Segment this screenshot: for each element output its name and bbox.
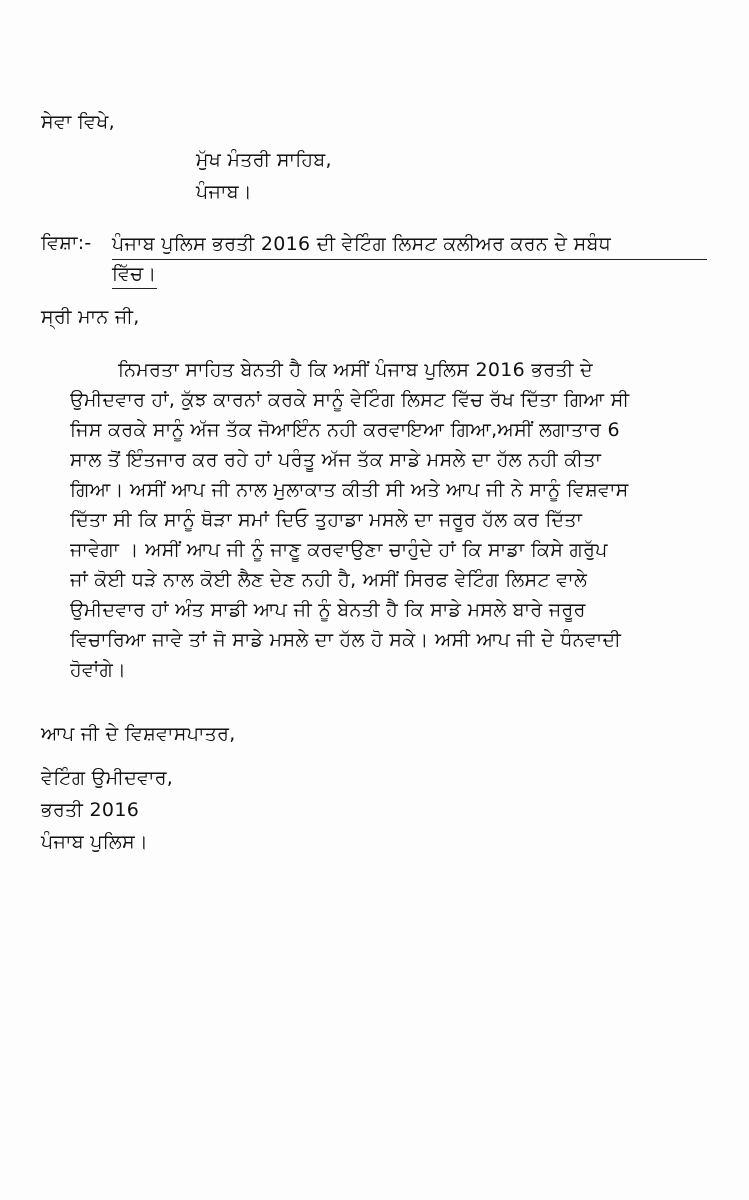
- recipient-line-2: ਪੰਜਾਬ।: [196, 181, 252, 203]
- signature-line-2: ਭਰਤੀ 2016: [41, 799, 140, 821]
- signature-line-3: ਪੰਜਾਬ ਪੁਲਿਸ।: [41, 831, 149, 853]
- greeting: ਸ੍ਰੀ ਮਾਨ ਜੀ,: [41, 306, 140, 328]
- body-line: ਹੋਵਾਂਗੇ।: [70, 659, 127, 681]
- subject-line-2: ਵਿੱਚ।: [112, 260, 157, 289]
- body-line: ਜਾਂ ਕੋਈ ਧੜੇ ਨਾਲ ਕੋਈ ਲੈਣ ਦੇਣ ਨਹੀ ਹੈ, ਅਸੀਂ ਸਿਰਫ ਵੇਟਿੰਗ ਲਿਸਟ ਵਾਲੇ: [70, 569, 588, 591]
- signature-line-1: ਵੇਟਿੰਗ ਉਮੀਦਵਾਰ,: [41, 767, 174, 789]
- body-line: ਉਮੀਦਵਾਰ ਹਾਂ, ਕੁੱਝ ਕਾਰਨਾਂ ਕਰਕੇ ਸਾਨੂੰ ਵੇਟਿੰਗ ਲਿਸਟ ਵਿੱਚ ਰੱਖ ਦਿੱਤਾ ਗਿਆ ਸੀ: [70, 389, 630, 411]
- closing: ਆਪ ਜੀ ਦੇ ਵਿਸ਼ਵਾਸਪਾਤਰ,: [41, 723, 236, 745]
- body-line: ਸਾਲ ਤੋਂ ਇੰਤਜਾਰ ਕਰ ਰਹੇ ਹਾਂ ਪਰੰਤੂ ਅੱਜ ਤੱਕ ਸਾਡੇ ਮਸਲੇ ਦਾ ਹੱਲ ਨਹੀ ਕੀਤਾ: [70, 449, 602, 471]
- body-line: ਉਮੀਦਵਾਰ ਹਾਂ ਅੰਤ ਸਾਡੀ ਆਪ ਜੀ ਨੂੰ ਬੇਨਤੀ ਹੈ ਕਿ ਸਾਡੇ ਮਸਲੇ ਬਾਰੇ ਜਰੂਰ: [70, 599, 586, 621]
- body-line: ਨਿਮਰਤਾ ਸਾਹਿਤ ਬੇਨਤੀ ਹੈ ਕਿ ਅਸੀਂ ਪੰਜਾਬ ਪੁਲਿਸ 2016 ਭਰਤੀ ਦੇ: [118, 359, 593, 381]
- body-line: ਵਿਚਾਰਿਆ ਜਾਵੇ ਤਾਂ ਜੋ ਸਾਡੇ ਮਸਲੇ ਦਾ ਹੱਲ ਹੋ ਸਕੇ। ਅਸੀ ਆਪ ਜੀ ਦੇ ਧੰਨਵਾਦੀ: [70, 629, 622, 651]
- body-line: ਜਾਵੇਗਾ । ਅਸੀਂ ਆਪ ਜੀ ਨੂੰ ਜਾਣੂ ਕਰਵਾਉਣਾ ਚਾਹੁੰਦੇ ਹਾਂ ਕਿ ਸਾਡਾ ਕਿਸੇ ਗਰੁੱਪ: [70, 539, 608, 561]
- body-line: ਗਿਆ। ਅਸੀਂ ਆਪ ਜੀ ਨਾਲ ਮੁਲਾਕਾਤ ਕੀਤੀ ਸੀ ਅਤੇ ਆਪ ਜੀ ਨੇ ਸਾਨੂੰ ਵਿਸ਼ਵਾਸ: [70, 479, 629, 501]
- recipient-line-1: ਮੁੱਖ ਮੰਤਰੀ ਸਾਹਿਬ,: [196, 149, 332, 171]
- salutation-to: ਸੇਵਾ ਵਿਖੇ,: [41, 111, 115, 133]
- body-line: ਦਿੱਤਾ ਸੀ ਕਿ ਸਾਨੂੰ ਥੋੜਾ ਸਮਾਂ ਦਿਓ ਤੁਹਾਡਾ ਮਸਲੇ ਦਾ ਜਰੂਰ ਹੱਲ ਕਰ ਦਿੱਤਾ: [70, 509, 583, 531]
- body-line: ਜਿਸ ਕਰਕੇ ਸਾਨੂੰ ਅੱਜ ਤੱਕ ਜੋਆਇੰਨ ਨਹੀ ਕਰਵਾਇਆ ਗਿਆ,ਅਸੀਂ ਲਗਾਤਾਰ 6: [70, 419, 620, 441]
- subject-label: ਵਿਸ਼ਾ:-: [41, 232, 92, 254]
- subject-line-1: ਪੰਜਾਬ ਪੁਲਿਸ ਭਰਤੀ 2016 ਦੀ ਵੇਟਿੰਗ ਲਿਸਟ ਕਲੀਅਰ ਕਰਨ ਦੇ ਸਬੰਧ: [112, 229, 707, 260]
